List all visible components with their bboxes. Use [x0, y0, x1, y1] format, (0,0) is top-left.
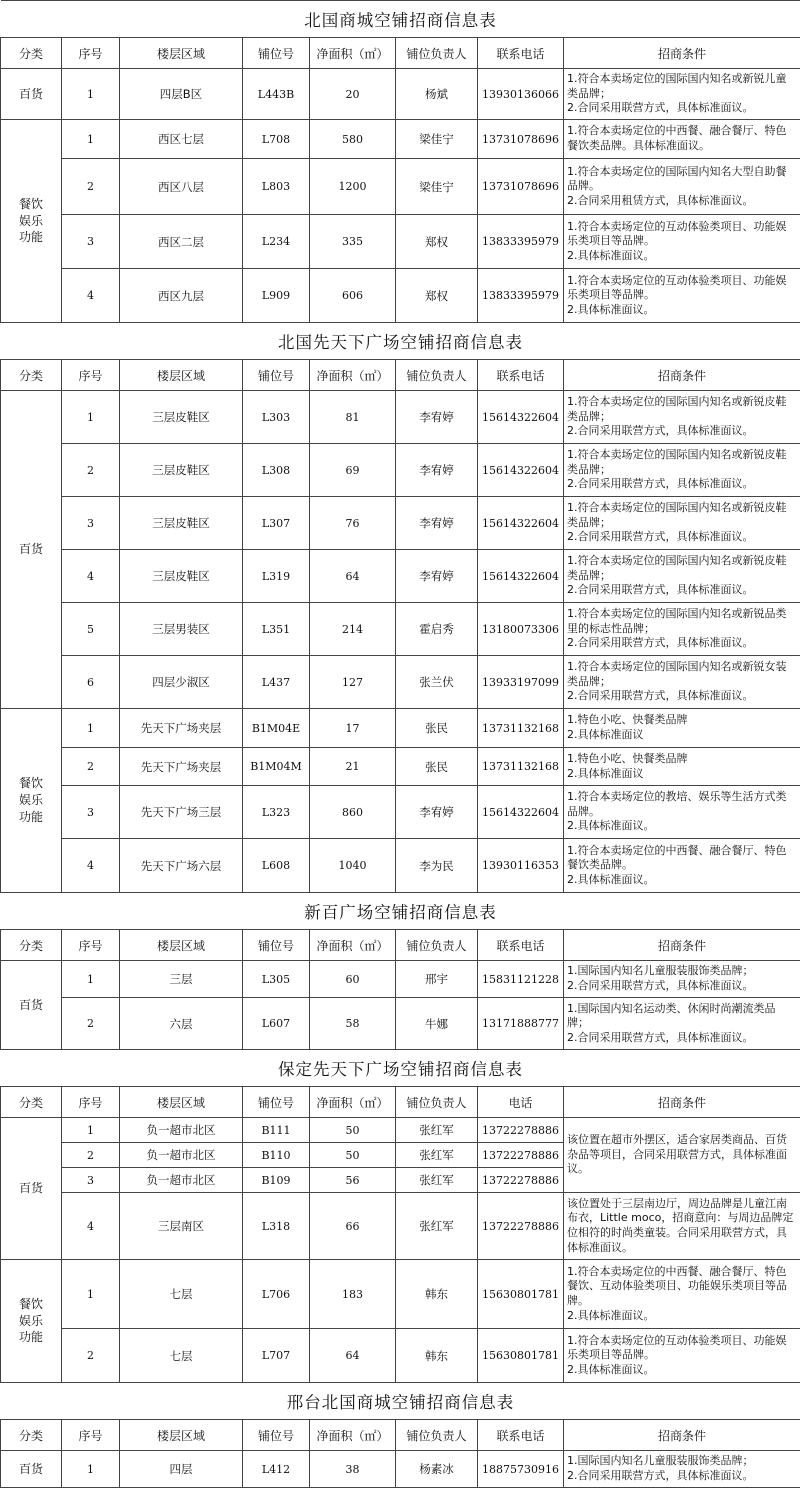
unit-cell: L307: [243, 497, 310, 550]
unit-cell: B110: [243, 1143, 310, 1168]
area-cell: 17: [310, 709, 396, 748]
unit-cell: L351: [243, 603, 310, 656]
manager-cell: 张红军: [396, 1193, 478, 1260]
table-row: [1, 1260, 800, 1329]
unit-cell: L308: [243, 444, 310, 497]
index-cell: 3: [62, 1168, 120, 1193]
manager-cell: 李为民: [396, 839, 478, 893]
index-cell: 1: [62, 1260, 120, 1329]
unit-cell: L412: [243, 1451, 310, 1488]
category-cell: 百货: [1, 391, 62, 709]
floor-cell: 七层: [120, 1260, 243, 1329]
area-cell: 860: [310, 786, 396, 839]
manager-cell: 郑权: [396, 269, 478, 323]
category-cell: 百货: [1, 1451, 62, 1488]
index-cell: 4: [62, 269, 120, 323]
section-title: 北国先天下广场空铺招商信息表: [1, 323, 800, 360]
area-cell: 81: [310, 391, 396, 444]
floor-cell: 三层皮鞋区: [120, 444, 243, 497]
unit-cell: L707: [243, 1329, 310, 1383]
header-category: 分类: [1, 38, 62, 69]
manager-cell: 李宥婷: [396, 786, 478, 839]
conditions-cell: 该位置在超市外摆区，适合家居类商品、百货杂品等项目，合同采用联营方式，具体标准面议。: [564, 1118, 800, 1193]
section-title: 北国商城空铺招商信息表: [1, 1, 800, 38]
table-row: [1, 709, 800, 748]
area-cell: 64: [310, 1329, 396, 1383]
table-row: [1, 748, 800, 786]
section-title: 邢台北国商城空铺招商信息表: [1, 1383, 800, 1420]
area-cell: 214: [310, 603, 396, 656]
manager-cell: 韩东: [396, 1260, 478, 1329]
header-index: 序号: [62, 360, 120, 391]
category-cell: 餐饮 娱乐 功能: [1, 120, 62, 323]
conditions-cell: 1.符合本卖场定位的互动体验类项目、功能娱乐类项目等品牌。 2.具体标准面议。: [564, 215, 800, 269]
header-index: 序号: [62, 38, 120, 69]
conditions-cell: 1.符合本卖场定位的国际国内知名或新锐皮鞋类品牌； 2.合同采用联营方式，具体标准面议。: [564, 497, 800, 550]
manager-cell: 李宥婷: [396, 444, 478, 497]
table-row: [1, 444, 800, 497]
unit-cell: L803: [243, 159, 310, 215]
phone-cell: 13833395979: [478, 215, 564, 269]
index-cell: 3: [62, 786, 120, 839]
header-floor: 楼层区域: [120, 360, 243, 391]
unit-cell: B111: [243, 1118, 310, 1143]
category-cell: 百货: [1, 961, 62, 1050]
floor-cell: 四层B区: [120, 69, 243, 120]
area-cell: 56: [310, 1168, 396, 1193]
floor-cell: 三层: [120, 961, 243, 998]
index-cell: 1: [62, 961, 120, 998]
header-manager: 铺位负责人: [396, 360, 478, 391]
area-cell: 38: [310, 1451, 396, 1488]
table-row: [1, 839, 800, 893]
section-title-row: [1, 1383, 800, 1420]
floor-cell: 负一超市北区: [120, 1118, 243, 1143]
index-cell: 4: [62, 839, 120, 893]
header-floor: 楼层区域: [120, 930, 243, 961]
manager-cell: 李宥婷: [396, 497, 478, 550]
section-title-row: [1, 323, 800, 360]
header-index: 序号: [62, 1420, 120, 1451]
index-cell: 1: [62, 120, 120, 159]
unit-cell: L323: [243, 786, 310, 839]
conditions-cell: 1.符合本卖场定位的中西餐、融合餐厅、特色餐饮类品牌。具体标准面议。: [564, 120, 800, 159]
area-cell: 183: [310, 1260, 396, 1329]
floor-cell: 先天下广场夹层: [120, 709, 243, 748]
unit-cell: L607: [243, 998, 310, 1050]
table-row: [1, 786, 800, 839]
manager-cell: 张红军: [396, 1143, 478, 1168]
manager-cell: 张民: [396, 709, 478, 748]
header-category: 分类: [1, 930, 62, 961]
area-cell: 58: [310, 998, 396, 1050]
header-unit: 铺位号: [243, 38, 310, 69]
table-row: [1, 656, 800, 709]
floor-cell: 先天下广场六层: [120, 839, 243, 893]
floor-cell: 三层南区: [120, 1193, 243, 1260]
area-cell: 127: [310, 656, 396, 709]
phone-cell: 15614322604: [478, 391, 564, 444]
index-cell: 1: [62, 709, 120, 748]
floor-cell: 先天下广场三层: [120, 786, 243, 839]
area-cell: 21: [310, 748, 396, 786]
floor-cell: 负一超市北区: [120, 1143, 243, 1168]
header-phone: 联系电话: [478, 360, 564, 391]
floor-cell: 西区九层: [120, 269, 243, 323]
conditions-cell: 该位置处于三层南边厅，周边品牌是儿童江南布衣，Little moco，招商意向：与周边品牌定位相符的时尚类童装。合同采用联营方式，具体标准面议。: [564, 1193, 800, 1260]
manager-cell: 韩东: [396, 1329, 478, 1383]
phone-cell: 13731078696: [478, 159, 564, 215]
conditions-cell: 1.符合本卖场定位的互动体验类项目、功能娱乐类项目等品牌。 2.具体标准面议。: [564, 269, 800, 323]
area-cell: 76: [310, 497, 396, 550]
table-row: [1, 215, 800, 269]
unit-cell: L305: [243, 961, 310, 998]
header-floor: 楼层区域: [120, 1087, 243, 1118]
area-cell: 64: [310, 550, 396, 603]
floor-cell: 三层皮鞋区: [120, 550, 243, 603]
index-cell: 6: [62, 656, 120, 709]
conditions-cell: 1.符合本卖场定位的国际国内知名或新锐皮鞋类品牌； 2.合同采用联营方式，具体标准面议。: [564, 444, 800, 497]
section-title-row: [1, 893, 800, 930]
table-row: [1, 497, 800, 550]
manager-cell: 梁佳宁: [396, 159, 478, 215]
manager-cell: 牛娜: [396, 998, 478, 1050]
header-category: 分类: [1, 1087, 62, 1118]
manager-cell: 邢宇: [396, 961, 478, 998]
header-index: 序号: [62, 930, 120, 961]
index-cell: 5: [62, 603, 120, 656]
unit-cell: B1M04M: [243, 748, 310, 786]
category-cell: 百货: [1, 1118, 62, 1260]
table-header-row: [1, 930, 800, 961]
phone-cell: 15630801781: [478, 1260, 564, 1329]
conditions-cell: 1.符合本卖场定位的国际国内知名或新锐儿童类品牌； 2.合同采用联营方式，具体标准面议。: [564, 69, 800, 120]
phone-cell: 15614322604: [478, 786, 564, 839]
manager-cell: 张兰伏: [396, 656, 478, 709]
area-cell: 1040: [310, 839, 396, 893]
table-row: [1, 69, 800, 120]
phone-cell: 13833395979: [478, 269, 564, 323]
conditions-cell: 1.符合本卖场定位的中西餐、融合餐厅、特色餐饮类品牌。 2.具体标准面议。: [564, 839, 800, 893]
floor-cell: 四层少淑区: [120, 656, 243, 709]
index-cell: 1: [62, 391, 120, 444]
table-row: [1, 269, 800, 323]
area-cell: 66: [310, 1193, 396, 1260]
manager-cell: 张红军: [396, 1168, 478, 1193]
manager-cell: 张红军: [396, 1118, 478, 1143]
conditions-cell: 1.符合本卖场定位的教培、娱乐等生活方式类品牌。 2.具体标准面议。: [564, 786, 800, 839]
header-manager: 铺位负责人: [396, 930, 478, 961]
phone-cell: 15614322604: [478, 444, 564, 497]
floor-cell: 西区二层: [120, 215, 243, 269]
phone-cell: 13933197099: [478, 656, 564, 709]
manager-cell: 霍启秀: [396, 603, 478, 656]
phone-cell: 15630801781: [478, 1329, 564, 1383]
phone-cell: 13930136066: [478, 69, 564, 120]
index-cell: 2: [62, 748, 120, 786]
phone-cell: 13722278886: [478, 1143, 564, 1168]
conditions-cell: 1.符合本卖场定位的中西餐、融合餐厅、特色餐饮、互动体验类项目、功能娱乐类项目等品牌。 2.具体标准面议。: [564, 1260, 800, 1329]
floor-cell: 六层: [120, 998, 243, 1050]
table-row: [1, 1193, 800, 1260]
table-row: [1, 961, 800, 998]
floor-cell: 负一超市北区: [120, 1168, 243, 1193]
header-floor: 楼层区域: [120, 1420, 243, 1451]
manager-cell: 杨斌: [396, 69, 478, 120]
header-manager: 铺位负责人: [396, 38, 478, 69]
phone-cell: 13722278886: [478, 1168, 564, 1193]
conditions-cell: 1.特色小吃、快餐类品牌 2.具体标准面议: [564, 709, 800, 748]
table-row: [1, 1451, 800, 1488]
conditions-cell: 1.符合本卖场定位的国际国内知名或新锐女装类品牌； 2.合同采用联营方式，具体标准面议。: [564, 656, 800, 709]
phone-cell: 18875730916: [478, 1451, 564, 1488]
table-row: [1, 391, 800, 444]
table-row: [1, 1118, 800, 1143]
area-cell: 606: [310, 269, 396, 323]
table-row: [1, 1329, 800, 1383]
conditions-cell: 1.符合本卖场定位的国际国内知名或新锐品类里的标志性品牌； 2.合同采用联营方式，具体标准面议。: [564, 603, 800, 656]
unit-cell: L608: [243, 839, 310, 893]
floor-cell: 西区八层: [120, 159, 243, 215]
conditions-cell: 1.符合本卖场定位的互动体验类项目、功能娱乐类项目等品牌。 2.具体标准面议。: [564, 1329, 800, 1383]
conditions-cell: 1.符合本卖场定位的国际国内知名或新锐皮鞋类品牌； 2.合同采用联营方式，具体标准面议。: [564, 550, 800, 603]
phone-cell: 13731132168: [478, 709, 564, 748]
unit-cell: L708: [243, 120, 310, 159]
unit-cell: L443B: [243, 69, 310, 120]
index-cell: 1: [62, 1118, 120, 1143]
area-cell: 1200: [310, 159, 396, 215]
header-unit: 铺位号: [243, 360, 310, 391]
area-cell: 60: [310, 961, 396, 998]
floor-cell: 西区七层: [120, 120, 243, 159]
header-index: 序号: [62, 1087, 120, 1118]
header-area: 净面积（㎡）: [310, 360, 396, 391]
index-cell: 3: [62, 497, 120, 550]
conditions-cell: 1.国际国内知名运动类、休闲时尚潮流类品牌； 2.合同采用联营方式，具体标准面议。: [564, 998, 800, 1050]
unit-cell: B1M04E: [243, 709, 310, 748]
area-cell: 335: [310, 215, 396, 269]
header-unit: 铺位号: [243, 930, 310, 961]
area-cell: 20: [310, 69, 396, 120]
section-title-row: [1, 1, 800, 38]
conditions-cell: 1.符合本卖场定位的国际国内知名或新锐皮鞋类品牌； 2.合同采用联营方式，具体标准面议。: [564, 391, 800, 444]
header-unit: 铺位号: [243, 1420, 310, 1451]
index-cell: 1: [62, 69, 120, 120]
header-conditions: 招商条件: [564, 38, 800, 69]
index-cell: 4: [62, 550, 120, 603]
section-title: 保定先天下广场空铺招商信息表: [1, 1050, 800, 1087]
floor-cell: 三层皮鞋区: [120, 497, 243, 550]
table-header-row: [1, 38, 800, 69]
header-category: 分类: [1, 360, 62, 391]
header-phone: 联系电话: [478, 38, 564, 69]
header-area: 净面积（㎡）: [310, 1420, 396, 1451]
index-cell: 4: [62, 1193, 120, 1260]
header-phone: 联系电话: [478, 1420, 564, 1451]
header-area: 净面积（㎡）: [310, 38, 396, 69]
header-conditions: 招商条件: [564, 930, 800, 961]
table-row: [1, 998, 800, 1050]
table-header-row: [1, 360, 800, 391]
conditions-cell: 1.国际国内知名儿童服装服饰类品牌； 2.合同采用联营方式，具体标准面议。: [564, 1451, 800, 1488]
manager-cell: 杨素冰: [396, 1451, 478, 1488]
manager-cell: 李宥婷: [396, 391, 478, 444]
area-cell: 50: [310, 1118, 396, 1143]
phone-cell: 15614322604: [478, 550, 564, 603]
header-phone: 联系电话: [478, 930, 564, 961]
unit-cell: L234: [243, 215, 310, 269]
index-cell: 3: [62, 215, 120, 269]
table-row: [1, 550, 800, 603]
header-manager: 铺位负责人: [396, 1087, 478, 1118]
header-manager: 铺位负责人: [396, 1420, 478, 1451]
phone-cell: 13930116353: [478, 839, 564, 893]
phone-cell: 13731132168: [478, 748, 564, 786]
category-cell: 百货: [1, 69, 62, 120]
area-cell: 580: [310, 120, 396, 159]
table-row: [1, 159, 800, 215]
header-conditions: 招商条件: [564, 1420, 800, 1451]
conditions-cell: 1.符合本卖场定位的国际国内知名大型自助餐品牌。 2.合同采用租赁方式，具体标准面议。: [564, 159, 800, 215]
phone-cell: 13731078696: [478, 120, 564, 159]
category-cell: 餐饮 娱乐 功能: [1, 709, 62, 893]
table-row: [1, 603, 800, 656]
header-conditions: 招商条件: [564, 360, 800, 391]
conditions-cell: 1.特色小吃、快餐类品牌 2.具体标准面议: [564, 748, 800, 786]
unit-cell: L303: [243, 391, 310, 444]
header-area: 净面积（㎡）: [310, 1087, 396, 1118]
area-cell: 69: [310, 444, 396, 497]
section-title-row: [1, 1050, 800, 1087]
manager-cell: 梁佳宁: [396, 120, 478, 159]
section-title: 新百广场空铺招商信息表: [1, 893, 800, 930]
table-row: [1, 120, 800, 159]
unit-cell: L437: [243, 656, 310, 709]
table-header-row: [1, 1420, 800, 1451]
floor-cell: 七层: [120, 1329, 243, 1383]
header-phone: 电话: [478, 1087, 564, 1118]
index-cell: 1: [62, 1451, 120, 1488]
index-cell: 2: [62, 444, 120, 497]
unit-cell: L319: [243, 550, 310, 603]
phone-cell: 13722278886: [478, 1118, 564, 1143]
table-header-row: [1, 1087, 800, 1118]
phone-cell: 13722278886: [478, 1193, 564, 1260]
unit-cell: L909: [243, 269, 310, 323]
phone-cell: 15614322604: [478, 497, 564, 550]
index-cell: 2: [62, 998, 120, 1050]
manager-cell: 郑权: [396, 215, 478, 269]
area-cell: 50: [310, 1143, 396, 1168]
header-category: 分类: [1, 1420, 62, 1451]
index-cell: 2: [62, 159, 120, 215]
phone-cell: 15831121228: [478, 961, 564, 998]
manager-cell: 李宥婷: [396, 550, 478, 603]
floor-cell: 三层男装区: [120, 603, 243, 656]
index-cell: 2: [62, 1329, 120, 1383]
index-cell: 2: [62, 1143, 120, 1168]
manager-cell: 张民: [396, 748, 478, 786]
phone-cell: 13171888777: [478, 998, 564, 1050]
unit-cell: L318: [243, 1193, 310, 1260]
unit-cell: B109: [243, 1168, 310, 1193]
floor-cell: 先天下广场夹层: [120, 748, 243, 786]
header-area: 净面积（㎡）: [310, 930, 396, 961]
floor-cell: 三层皮鞋区: [120, 391, 243, 444]
header-floor: 楼层区域: [120, 38, 243, 69]
header-unit: 铺位号: [243, 1087, 310, 1118]
floor-cell: 四层: [120, 1451, 243, 1488]
unit-cell: L706: [243, 1260, 310, 1329]
header-conditions: 招商条件: [564, 1087, 800, 1118]
conditions-cell: 1.国际国内知名儿童服装服饰类品牌； 2.合同采用联营方式，具体标准面议。: [564, 961, 800, 998]
phone-cell: 13180073306: [478, 603, 564, 656]
category-cell: 餐饮 娱乐 功能: [1, 1260, 62, 1383]
